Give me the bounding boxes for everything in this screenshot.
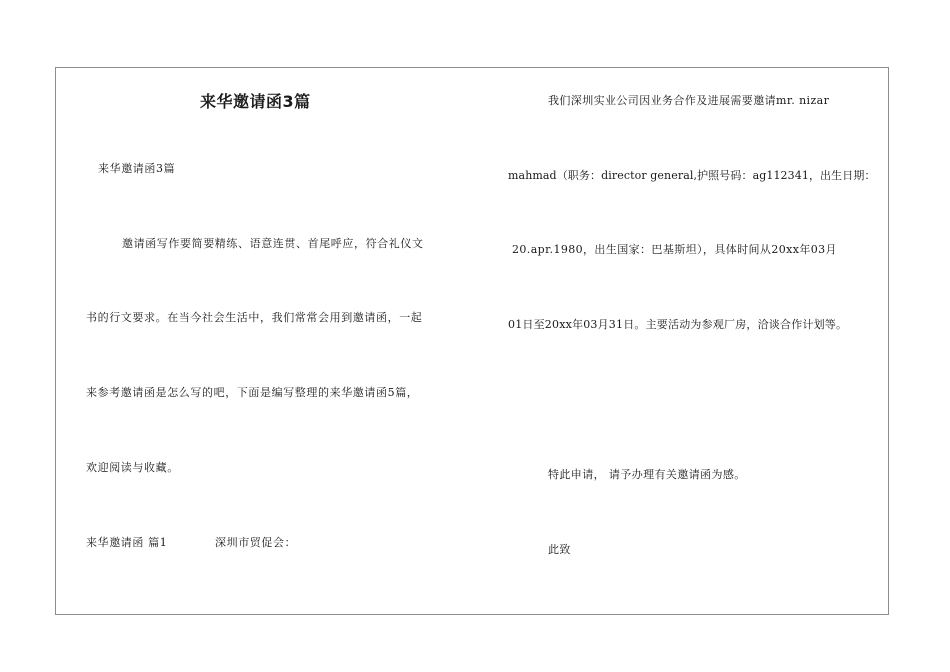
subtitle: 来华邀请函3篇: [98, 162, 176, 175]
salutation: 深圳市贸促会：: [215, 536, 297, 549]
intro-line-4: 欢迎阅读与收藏。: [86, 461, 179, 474]
intro-line-1: 邀请函写作要简要精练、语意连贯、首尾呼应，符合礼仪文: [122, 237, 424, 250]
body-line-3: 20.apr.1980，出生国家：巴基斯坦），具体时间从20xx年03月: [512, 243, 837, 256]
body-line-4: 01日至20xx年03月31日。主要活动为参观厂房，洽谈合作计划等。: [508, 318, 848, 331]
intro-line-2: 书的行文要求。在当今社会生活中，我们常常会用到邀请函，一起: [86, 311, 423, 324]
page-frame: [55, 67, 889, 615]
body-line-2: mahmad（职务：director general,护照号码：ag112341，出生日期：: [508, 169, 876, 182]
intro-line-3: 来参考邀请函是怎么写的吧，下面是编写整理的来华邀请函5篇，: [86, 386, 419, 399]
body-line-1: 我们深圳实业公司因业务合作及进展需要邀请mr. nizar: [548, 94, 830, 107]
request-line: 特此申请， 请予办理有关邀请函为感。: [548, 468, 746, 481]
section-label: 来华邀请函 篇1: [86, 536, 168, 549]
document-title: 来华邀请函3篇: [200, 92, 311, 111]
closing: 此致: [548, 543, 571, 556]
